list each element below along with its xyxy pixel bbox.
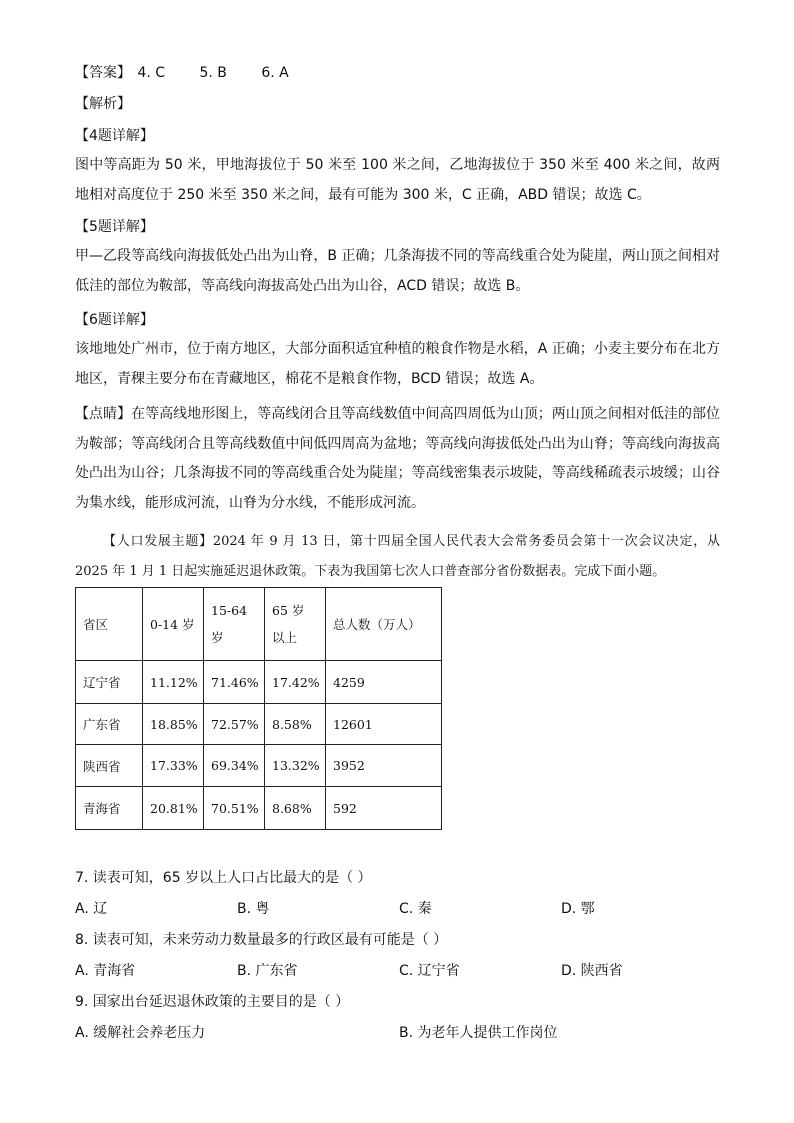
cell-age-65-plus: 13.32%	[265, 745, 326, 787]
cell-age-15-64: 72.57%	[204, 704, 265, 745]
q4-heading: 【4题详解】	[75, 128, 154, 144]
cell-province: 陕西省	[76, 745, 143, 787]
option-b[interactable]: B. 粤	[237, 901, 270, 917]
cell-total: 4259	[326, 661, 442, 704]
q5-heading: 【5题详解】	[75, 219, 154, 235]
answer-line	[75, 63, 289, 83]
cell-age-15-64: 70.51%	[204, 787, 265, 830]
table-row	[76, 745, 442, 787]
table-row	[76, 787, 442, 830]
header-age-15-64: 15-64 岁	[204, 588, 265, 661]
cell-age-15-64: 71.46%	[204, 661, 265, 704]
cell-total: 12601	[326, 704, 442, 745]
header-total: 总人数（万人）	[326, 588, 442, 661]
header-age-65-plus: 65 岁 以上	[265, 588, 326, 661]
table-header-row	[76, 588, 442, 661]
cell-province: 辽宁省	[76, 661, 143, 704]
question-8-options	[75, 961, 715, 981]
question-9: 9. 国家出台延迟退休政策的主要目的是（ ）	[75, 994, 350, 1010]
q5-explanation: 甲—乙段等高线向海拔低处凸出为山脊，B 正确；几条海拔不同的等高线重合处为陡崖，两山顶之间相对低洼的部位为鞍部，等高线向海拔高处凸出为山谷，ACD 错误；故选 B。	[75, 248, 720, 294]
cell-age-65-plus: 17.42%	[265, 661, 326, 704]
answer-5: 5. B	[199, 65, 227, 81]
table-row	[76, 661, 442, 704]
header-province: 省区	[76, 588, 143, 661]
header-age-0-14: 0-14 岁	[143, 588, 204, 661]
answer-label: 【答案】	[75, 65, 131, 81]
q4-explanation: 图中等高距为 50 米，甲地海拔位于 50 米至 100 米之间，乙地海拔位于 350 米至 400 米之间，故两地相对高度位于 250 米至 350 米之间，最有可能为 300 米，C 正确，ABD 错误；故选 C。	[75, 157, 720, 203]
cell-age-0-14: 20.81%	[143, 787, 204, 830]
option-a[interactable]: A. 辽	[75, 901, 108, 917]
option-c[interactable]: C. 秦	[399, 901, 432, 917]
cell-age-15-64: 69.34%	[204, 745, 265, 787]
option-d[interactable]: D. 鄂	[561, 901, 595, 917]
option-b[interactable]: B. 广东省	[237, 963, 298, 979]
analysis-heading: 【解析】	[75, 96, 131, 112]
cell-age-0-14: 18.85%	[143, 704, 204, 745]
option-b[interactable]: B. 为老年人提供工作岗位	[399, 1025, 558, 1041]
cell-age-65-plus: 8.68%	[265, 787, 326, 830]
answer-4: 4. C	[137, 65, 166, 81]
q6-explanation: 该地地处广州市，位于南方地区，大部分面积适宜种植的粮食作物是水稻，A 正确；小麦主要分布在北方地区，青稞主要分布在青藏地区，棉花不是粮食作物，BCD 错误；故选 A。	[75, 341, 720, 387]
cell-province: 青海省	[76, 787, 143, 830]
question-9-options	[75, 1023, 715, 1043]
cell-total: 592	[326, 787, 442, 830]
answer-6: 6. A	[261, 65, 289, 81]
cell-age-0-14: 17.33%	[143, 745, 204, 787]
option-d[interactable]: D. 陕西省	[561, 963, 623, 979]
cell-province: 广东省	[76, 704, 143, 745]
intro-text: 2024 年 9 月 13 日，第十四届全国人民代表大会常务委员会第十一次会议决定，从 2025 年 1 月 1 日起实施延迟退休政策。下表为我国第七次人口普查部分省份数据表。完成下面小题。	[75, 534, 720, 579]
q6-heading: 【6题详解】	[75, 312, 154, 328]
intro-paragraph	[75, 527, 720, 586]
cell-total: 3952	[326, 745, 442, 787]
cell-age-0-14: 11.12%	[143, 661, 204, 704]
key-point-text: 在等高线地形图上，等高线闭合且等高线数值中间高四周低为山顶；两山顶之间相对低洼的部位为鞍部；等高线闭合且等高线数值中间低四周高为盆地；等高线向海拔低处凸出为山脊；等高线向海拔高处凸出为山谷；几条海拔不同的等高线重合处为陡崖；等高线密集表示坡陡，等高线稀疏表示坡缓；山谷为集水线，能形成河流，山脊为分水线，不能形成河流。	[75, 406, 721, 511]
intro-topic: 【人口发展主题】	[103, 534, 213, 549]
option-a[interactable]: A. 青海省	[75, 963, 136, 979]
question-7: 7. 读表可知，65 岁以上人口占比最大的是（ ）	[75, 870, 372, 886]
option-a[interactable]: A. 缓解社会养老压力	[75, 1025, 206, 1041]
question-8: 8. 读表可知，未来劳动力数量最多的行政区最有可能是（ ）	[75, 932, 448, 948]
question-7-options	[75, 899, 715, 919]
key-point-label: 【点睛】	[75, 406, 132, 422]
table-row	[76, 704, 442, 745]
option-c[interactable]: C. 辽宁省	[399, 963, 460, 979]
cell-age-65-plus: 8.58%	[265, 704, 326, 745]
population-table	[75, 587, 442, 830]
key-point-paragraph	[75, 400, 720, 518]
